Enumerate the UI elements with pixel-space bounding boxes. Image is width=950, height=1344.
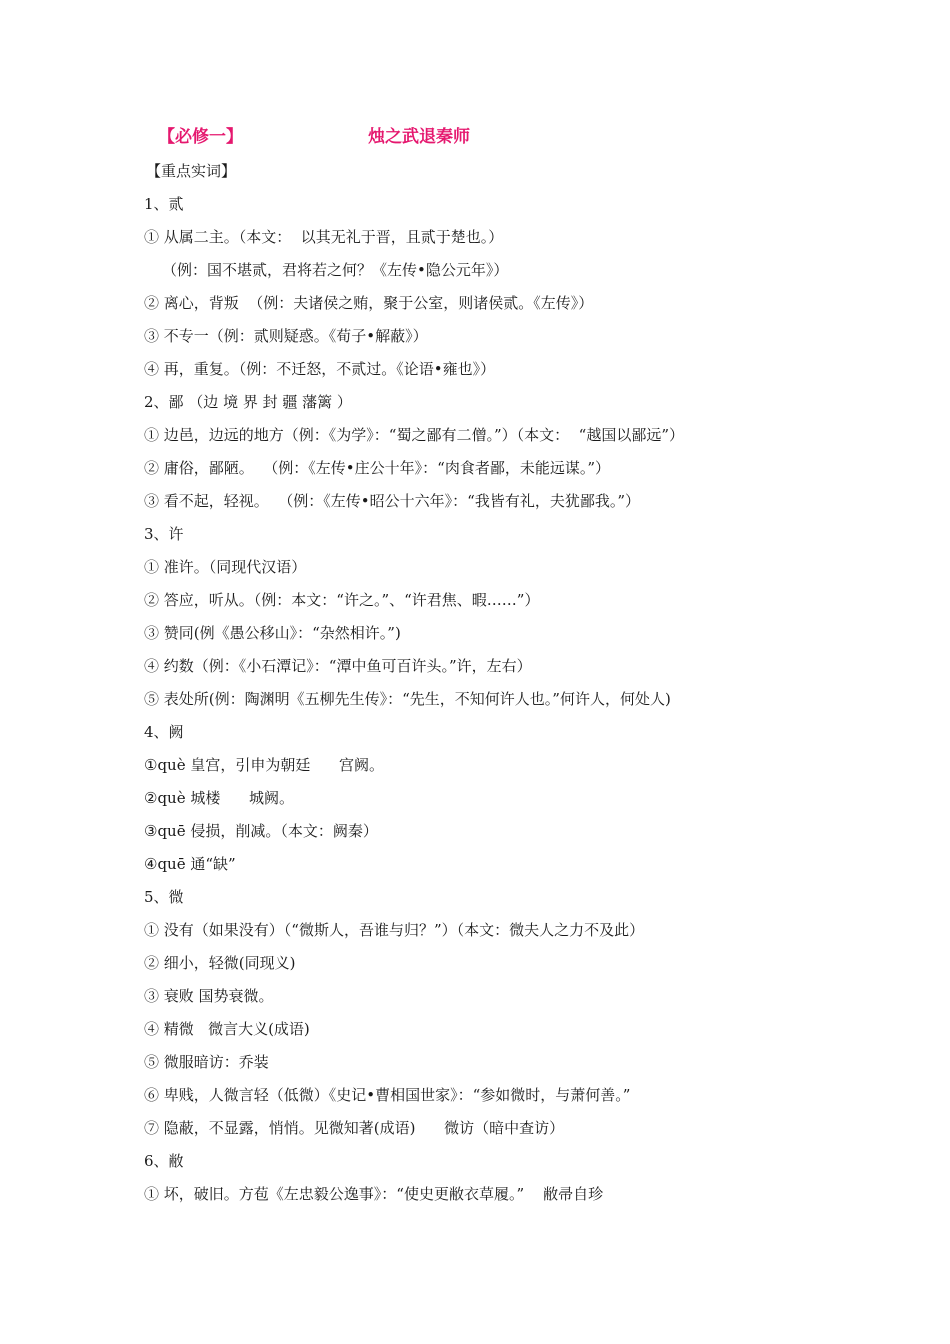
section-heading: 【重点实词】 — [146, 162, 237, 180]
definition-line: ① 没有（如果没有）（“微斯人，吾谁与归？”）（本文：微夫人之力不及此） — [144, 921, 645, 939]
example-line: （例：国不堪贰，君将若之何？《左传•隐公元年》） — [162, 261, 509, 279]
definition-line: ② 离心，背叛 （例：夫诸侯之贿，聚于公室，则诸侯贰。《左传》） — [144, 294, 594, 312]
lesson-title: 烛之武退秦师 — [368, 127, 470, 147]
definition-line: ③quē 侵损，削减。（本文：阙秦） — [144, 822, 378, 840]
definition-line: ① 从属二主。（本文： 以其无礼于晋，且贰于楚也。） — [144, 228, 504, 246]
definition-line: ⑥ 卑贱，人微言轻（低微）《史记•曹相国世家》：“参如微时，与萧何善。” — [144, 1086, 631, 1104]
definition-line: ④ 约数（例：《小石潭记》：“潭中鱼可百许头。”许，左右） — [144, 657, 532, 675]
definition-line: ④ 精微 微言大义(成语) — [144, 1020, 310, 1038]
word-heading: 3、许 — [144, 525, 184, 543]
definition-line: ⑤ 表处所(例：陶渊明《五柳先生传》：“先生，不知何许人也。”何许人，何处人) — [144, 690, 671, 708]
notes-body — [144, 155, 864, 1211]
definition-line: ① 准许。（同现代汉语） — [144, 558, 307, 576]
definition-line: ③ 赞同(例《愚公移山》：“杂然相许。”) — [144, 624, 401, 642]
definition-line: ③ 衰败 国势衰微。 — [144, 987, 274, 1005]
word-heading: 2、鄙 （边 境 界 封 疆 藩篱 ） — [144, 393, 352, 411]
definition-line: ④quē 通“缺” — [144, 855, 236, 873]
word-heading: 4、阙 — [144, 723, 184, 741]
word-heading: 5、微 — [144, 888, 184, 906]
definition-line: ② 细小，轻微(同现义) — [144, 954, 296, 972]
definition-line: ② 庸俗，鄙陋。 （例：《左传•庄公十年》：“肉食者鄙，未能远谋。”） — [144, 459, 610, 477]
course-label: 【必修一】 — [158, 127, 243, 147]
definition-line: ①què 皇宫，引申为朝廷 宫阙。 — [144, 756, 384, 774]
word-heading: 1、贰 — [144, 195, 184, 213]
definition-line: ②què 城楼 城阙。 — [144, 789, 294, 807]
definition-line: ③ 看不起，轻视。 （例：《左传•昭公十六年》：“我皆有礼，夫犹鄙我。”） — [144, 492, 640, 510]
definition-line: ⑤ 微服暗访：乔装 — [144, 1053, 269, 1071]
definition-line: ③ 不专一（例：贰则疑惑。《荀子•解蔽》） — [144, 327, 428, 345]
definition-line: ① 坏，破旧。方苞《左忠毅公逸事》：“使史更敝衣草履。” 敝帚自珍 — [144, 1185, 604, 1203]
definition-line: ④ 再，重复。（例：不迁怒，不贰过。《论语•雍也》） — [144, 360, 496, 378]
definition-line: ① 边邑，边远的地方（例：《为学》：“蜀之鄙有二僧。”）（本文： “越国以鄙远”） — [144, 426, 684, 444]
definition-line: ② 答应，听从。（例：本文：“许之。”、“许君焦、暇……”） — [144, 591, 540, 609]
document-header — [158, 122, 758, 152]
definition-line: ⑦ 隐蔽，不显露，悄悄。见微知著(成语) 微访（暗中查访） — [144, 1119, 565, 1137]
word-heading: 6、敝 — [144, 1152, 184, 1170]
